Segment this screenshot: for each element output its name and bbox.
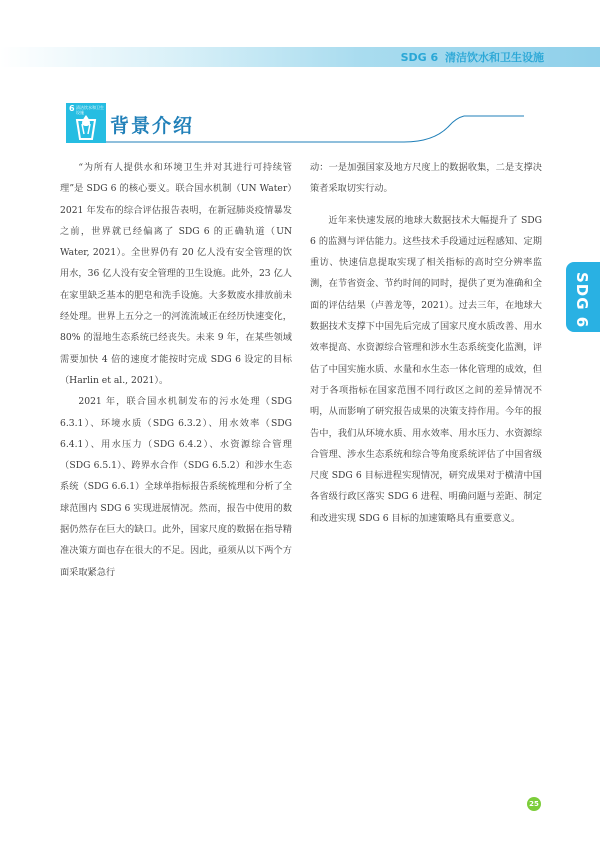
running-header — [401, 50, 544, 66]
page-number: 25 — [527, 797, 541, 811]
badge-text: 清洁饮水和卫生设施 — [76, 105, 104, 115]
side-chapter-tab — [566, 262, 600, 332]
badge-number: 6 — [69, 104, 75, 113]
side-tab-label: SDG 6 — [573, 272, 591, 329]
paragraph-continued: 动：一是加强国家及地方尺度上的数据收集，二是支撑决策者采取切实行动。 — [310, 162, 542, 195]
header-sdg-label: SDG 6 — [400, 51, 439, 64]
paragraph: 2021 年，联合国水机制发布的污水处理（SDG 6.3.1）、环境水质（SDG 6.3.2）、用水效率（SDG 6.4.1）、用水压力（SDG 6.4.2）、水资源综合管理（SDG 6.5.1）、跨界水合作（SDG 6.5.2）和涉水生态系统（SDG 6.6.1）全球单指标报告系统梳理和分析了全球范围内 SDG 6 实现进展情况。然而，报告中使用的数据仍然存在巨大的缺口。此外，国家尺度的数据在指导精准决策方面也存在很大的不足。因此，亟须从以下两个方面采取紧急行 — [60, 396, 292, 578]
section-title: 背景介绍 — [110, 115, 195, 137]
sdg6-badge — [66, 103, 106, 143]
header-title-text: 清洁饮水和卫生设施 — [445, 51, 544, 64]
water-drop-glass-icon — [74, 115, 98, 141]
right-column — [310, 157, 542, 529]
paragraph: “为所有人提供水和环境卫生并对其进行可持续管理”是 SDG 6 的核心要义。联合国水机制（UN Water）2021 年发布的综合评估报告表明，在新冠肺炎疫情暴发之前，世界就已经偏离了 SDG 6 的正确轨道（UN Water, 2021）。全世界仍有 20 亿人没有安全管理的饮用水，36 亿人没有安全管理的卫生设施。此外，23 亿人在家里缺乏基本的肥皂和洗手设施。大多数废水排放前未经处理。世界上五分之一的河流流域正在经历快速变化，80% 的湿地生态系统已经丧失。未来 9 年，在某些领域需要加快 4 倍的速度才能按时完成 SDG 6 设定的目标（Harlin et al., 2021）。 — [60, 162, 292, 386]
left-column — [60, 157, 292, 583]
paragraph: 近年来快速发展的地球大数据技术大幅提升了 SDG 6 的监测与评估能力。这些技术手段通过远程感知、定期重访、快速信息提取实现了相关指标的高时空分辨率监测，在节省资金、节约时间的同时，提供了更为准确和全面的评估结果（卢善龙等，2021）。过去三年，在地球大数据技术支撑下中国先后完成了国家尺度水质改善、用水效率提高、水资源综合管理和涉水生态系统变化监测，评估了中国实施水质、水量和水生态一体化管理的成效，但对于各项指标在国家范围不同行政区之间的差异情况不明，从而影响了研究报告成果的决策支持作用。今年的报告中，我们从环境水质、用水效率、用水压力、水资源综合管理、涉水生态系统和综合等角度系统评估了中国省级尺度 SDG 6 目标进程实现情况，研究成果对于横清中国各省级行政区落实 SDG 6 进程、明确问题与差距、制定和改进实现 SDG 6 目标的加速策略具有重要意义。 — [310, 214, 542, 524]
